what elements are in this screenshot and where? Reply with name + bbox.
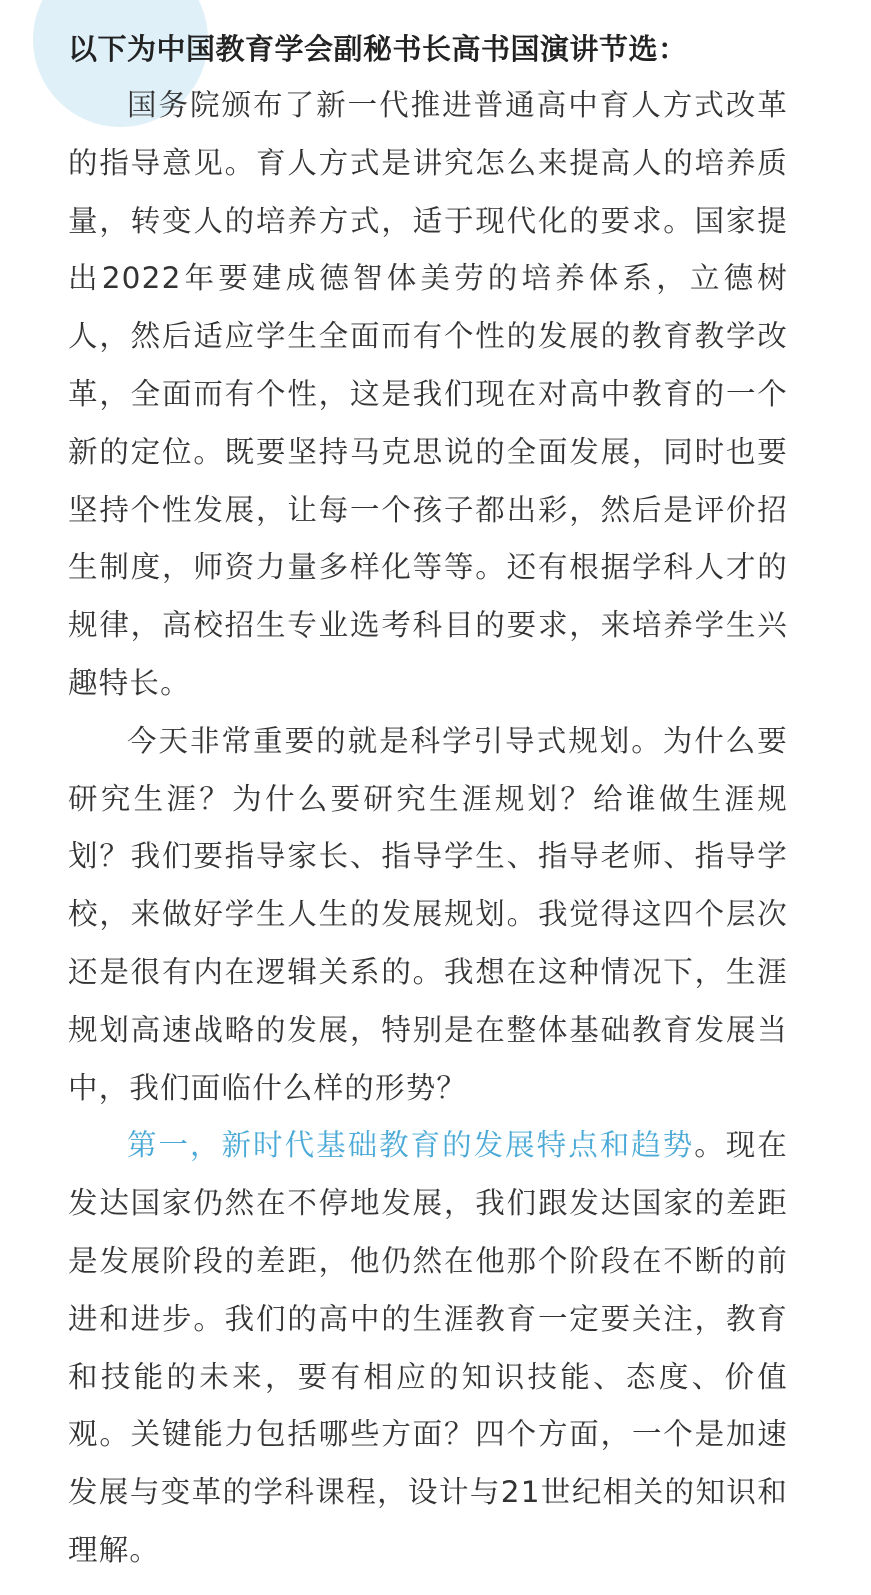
paragraph-2: 今天非常重要的就是科学引导式规划。为什么要研究生涯？为什么要研究生涯规划？给谁做生涯规划？我们要指导家长、指导学生、指导老师、指导学校，来做好学生人生的发展规划。我觉得这四个层次还是很有内在逻辑关系的。我想在这种情况下，生涯规划高速战略的发展，特别是在整体基础教育发展当中，我们面临什么样的形势？: [68, 723, 788, 1105]
article-body: [68, 0, 788, 1580]
paragraph-3-text: 。现在发达国家仍然在不停地发展，我们跟发达国家的差距是发展阶段的差距，他仍然在他那个阶段在不断的前进和进步。我们的高中的生涯教育一定要关注，教育和技能的未来，要有相应的知识技能、态度、价值观。关键能力包括哪些方面？四个方面，一个是加速发展与变革的学科课程，设计与21世纪相关的知识和理解。: [68, 1128, 788, 1567]
paragraph-1: 国务院颁布了新一代推进普通高中育人方式改革的指导意见。育人方式是讲究怎么来提高人的培养质量，转变人的培养方式，适于现代化的要求。国家提出2022年要建成德智体美劳的培养体系，立德树人，然后适应学生全面而有个性的发展的教育教学改革，全面而有个性，这是我们现在对高中教育的一个新的定位。既要坚持马克思说的全面发展，同时也要坚持个性发展，让每一个孩子都出彩，然后是评价招生制度，师资力量多样化等等。还有根据学科人才的规律，高校招生专业选考科目的要求，来培养学生兴趣特长。: [68, 88, 788, 700]
paragraph-3: [68, 1117, 788, 1579]
intro-heading: 以下为中国教育学会副秘书长高书国演讲节选：: [68, 32, 688, 66]
highlighted-heading: 第一，新时代基础教育的发展特点和趋势: [127, 1128, 695, 1163]
